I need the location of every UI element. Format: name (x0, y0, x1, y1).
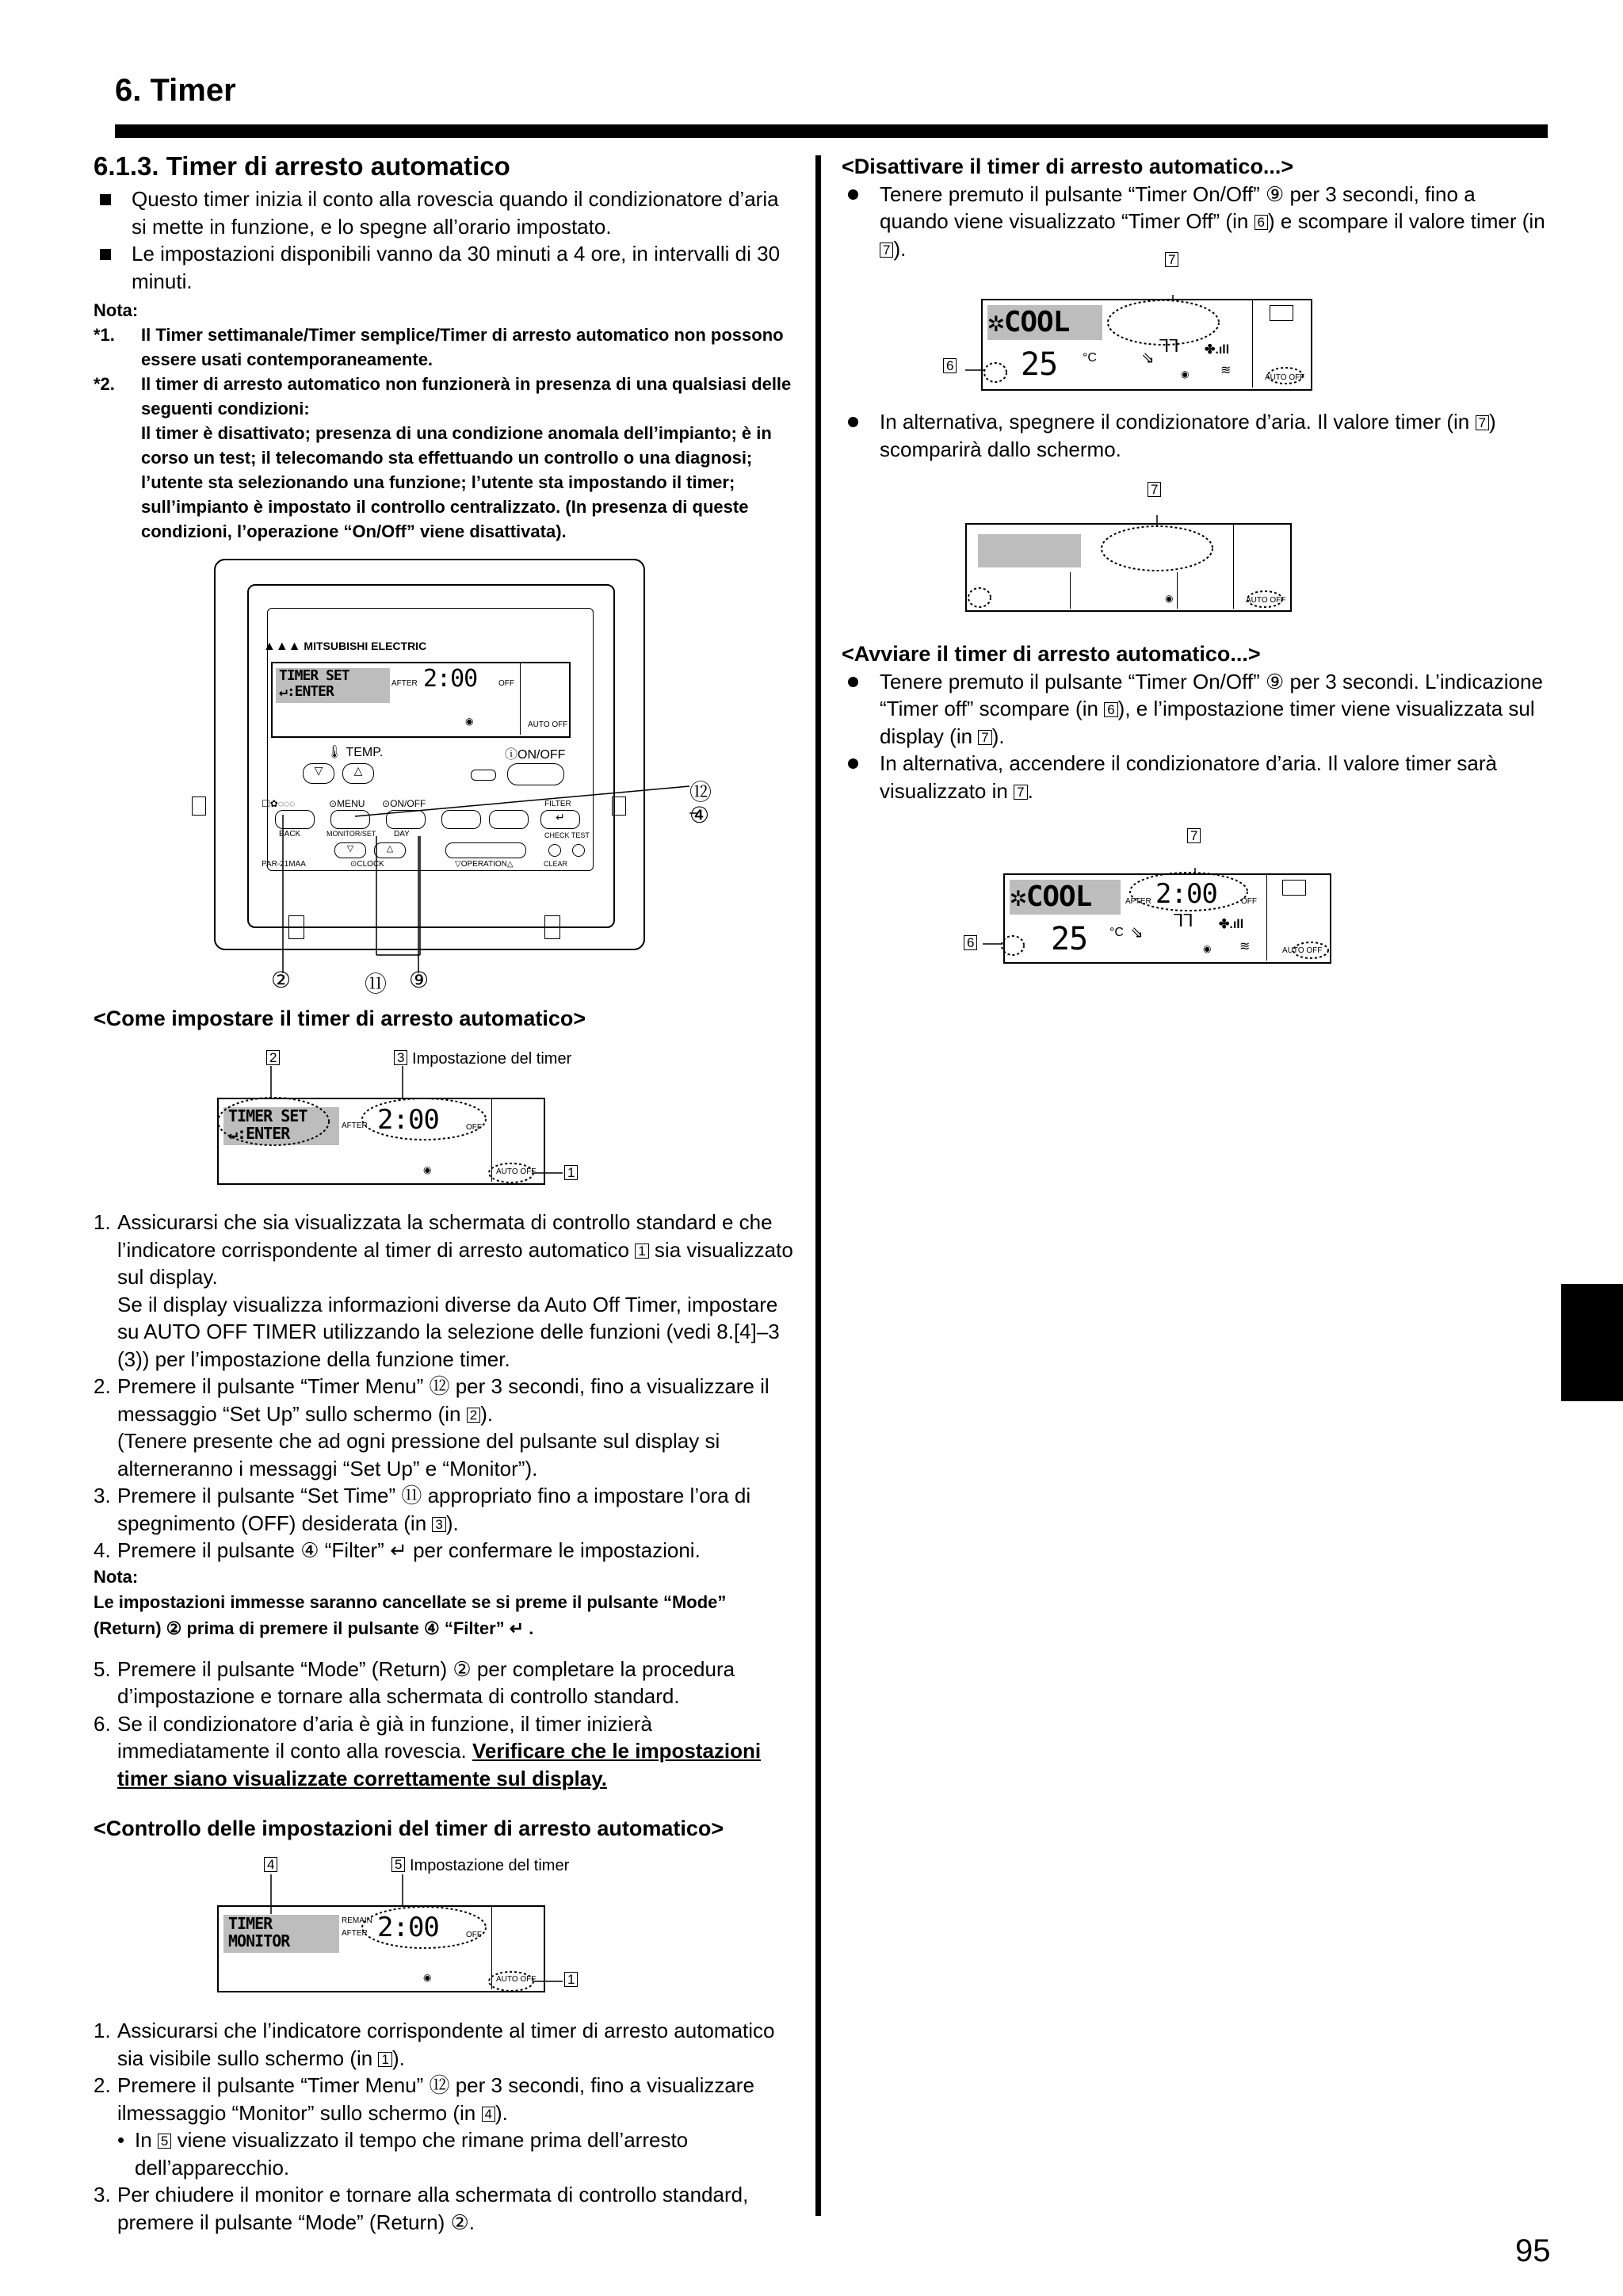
fig1-lcd: TIMER SET ↵:ENTER AFTER 2:00 OFF AUTO OFF ◉ (217, 1098, 545, 1185)
fig2-label-1: 1 (564, 1972, 578, 1989)
figA-label-7: 7 (1165, 252, 1178, 269)
disable-title: <Disattivare il timer di arresto automatico...> (842, 155, 1294, 178)
check-title: <Controllo delle impostazioni del timer di arresto automatico> (94, 1817, 724, 1840)
fig2-lcd: TIMER MONITOR REMAIN AFTER 2:00 OFF AUTO OFF ◉ (217, 1905, 545, 1992)
left-column (94, 151, 797, 544)
remote-callout-lines (182, 761, 737, 999)
start-title: <Avviare il timer di arresto automatico...> (842, 642, 1261, 666)
column-divider (815, 155, 821, 2216)
fig1-label-1: 1 (564, 1165, 578, 1182)
note-label: Nota: (94, 300, 139, 320)
step-item: 3. Per chiudere il monitor e tornare alla schermata di controllo standard, premere il pulsante “Mode” (Return) ②. (94, 2183, 749, 2234)
clock-label: ⊙CLOCK (350, 860, 384, 869)
step-item: 2. Premere il pulsante “Timer Menu” ⑫ per 3 secondi, fino a visualizzare il messaggio “Set Up” sullo schermo (in 2 ). (94, 1374, 769, 1426)
bullet-item: Tenere premuto il pulsante “Timer On/Off” ⑨ per 3 secondi, fino a quando viene visualizzato “Timer Off” (in 6 ) e scompare il valore timer (in 7 ). (842, 181, 1547, 263)
callout-9: ⑨ (409, 968, 430, 992)
page-title: 6. Timer (115, 73, 236, 108)
clear-label: CLEAR (544, 860, 568, 868)
temp-label: 🌡 TEMP. (327, 746, 384, 759)
step-item: • In 5 viene visualizzato il tempo che rimane prima dell’arresto dell’apparecchio. (117, 2128, 689, 2179)
step-item: (Tenere presente che ad ogni pressione del pulsante sul display si alterneranno i messaggi “Set Up” e “Monitor”). (117, 1429, 720, 1480)
brand-logo: ▲▲▲ MITSUBISHI ELECTRIC (263, 640, 427, 653)
callout-4: ④ (689, 803, 710, 827)
check-test-label: CHECK TEST (544, 831, 590, 839)
section-title: 6.1.3. Timer di arresto automatico (94, 151, 510, 181)
right-column-start (842, 640, 1547, 804)
bullet-item: In alternativa, spegnere il condizionatore d’aria. Il valore timer (in 7 ) scomparirà dallo schermo. (842, 408, 1547, 463)
step-item: 4. Premere il pulsante ④ “Filter” ↵ per confermare le impostazioni. (94, 1538, 701, 1562)
note-item: *1. Il Timer settimanale/Timer semplice/Timer di arresto automatico non possono essere usati contemporaneamente. (94, 325, 784, 369)
right-column-disable-2 (842, 408, 1547, 463)
figB-annotations (959, 515, 1323, 618)
onoff-label: ⓘON/OFF (505, 748, 566, 762)
bullet-item: Tenere premuto il pulsante “Timer On/Off” ⑨ per 3 secondi. L’indicazione “Timer off” scompare (in 6 ), e l’impostazione timer viene visualizzata sul display (in 7 ). (842, 668, 1547, 751)
chapter-tab (1561, 1284, 1623, 1401)
figC-lcd: ✲COOL AFTER 2:00 OFF 25 °C ⇘ ᒣᒣ ✤.ıll ≋ ◉ AUTO OFF (1003, 873, 1331, 964)
step-item: Se il display visualizza informazioni diverse da Auto Off Timer, impostare su AUTO OFF TIMER utilizzando la selezione delle funzioni (vedi 8.[4]–3 (3)) per l’impostazione della funzione timer. (117, 1292, 780, 1371)
operation-label: ▽OPERATION△ (455, 860, 514, 869)
figB-lcd: ◉ AUTO OFF (965, 523, 1292, 612)
note-detail: Il timer è disattivato; presenza di una condizione anomala dell’impianto; è in corso un test; il telecomando sta effettuando un controllo o una diagnosi; l’utente sta selezionando una funzione; l’utente sta impostando il timer; sull’impianto è impostato il controllo centralizzato. (In presenza di queste condizioni, l’operazione “On/Off” viene disattivata). (141, 423, 772, 541)
check-steps (94, 2017, 797, 2236)
fig1-annotations (214, 1062, 571, 1197)
fig1-caption: 3 Impostazione del timer (394, 1050, 571, 1068)
step-item: 1. Assicurarsi che l’indicatore corrispondente al timer di arresto automatico sia visibile sullo schermo (in 1 ). (94, 2019, 775, 2070)
figA-lcd: ✲COOL 25 °C ⇘ ᒣᒣ ✤.ıll ≋ ◉ AUTO OFF (981, 299, 1312, 391)
howto-steps (94, 1209, 797, 1792)
callout-11: ⑪ (365, 972, 388, 996)
timer-onoff-label: ⊙ON/OFF (382, 798, 426, 809)
page-number: 95 (1515, 2233, 1551, 2268)
fig2-label-4: 4 (264, 1857, 277, 1874)
figC-annotations (983, 868, 1347, 979)
mode-label: ☐✿◌◌◌ (262, 798, 296, 809)
figB-label-7: 7 (1148, 482, 1161, 499)
step-item: 5. Premere il pulsante “Mode” (Return) ② per completare la procedura d’impostazione e tornare alla schermata di controllo standard. (94, 1656, 735, 1708)
bullet-item: In alternativa, accendere il condizionatore d’aria. Il valore timer sarà visualizzato in 7 . (842, 750, 1547, 804)
figC-label-7: 7 (1187, 828, 1201, 846)
back-label: BACK (279, 830, 301, 839)
callout-12: ⑫ (689, 780, 712, 804)
figA-annotations (959, 295, 1323, 406)
note-item: *2. Il timer di arresto automatico non funzionerà in presenza di una qualsiasi delle seguenti condizioni: (94, 374, 792, 418)
remote-lcd: TIMER SET ↵:ENTER AFTER 2:00 OFF AUTO OFF ◉ (271, 662, 571, 738)
filter-button[interactable]: ↵ (540, 810, 580, 829)
right-column-disable (842, 153, 1547, 262)
callout-2: ② (271, 968, 292, 992)
note-text: Le impostazioni immesse saranno cancellate se si preme il pulsante “Mode” (Return) ② prima di premere il pulsante ④ “Filter” ↵ . (94, 1591, 727, 1638)
fig2-caption: 5 Impostazione del timer (391, 1857, 569, 1875)
header-rule (115, 124, 1548, 138)
bullet-item: Le impostazioni disponibili vanno da 30 minuti a 4 ore, in intervalli di 30 minuti. (94, 240, 797, 295)
day-label: DAY (394, 830, 410, 839)
model-label: PAR-21MAA (262, 860, 306, 869)
fig2-annotations (214, 1870, 571, 2005)
filter-label: FILTER (544, 800, 571, 808)
set-time-up-button[interactable]: △ (374, 842, 406, 858)
step-item: 2. Premere il pulsante “Timer Menu” ⑫ per 3 secondi, fino a visualizzare ilmessaggio “Monitor” sullo schermo (in 4 ). (94, 2073, 754, 2125)
monitor-set-label: MONITOR/SET (327, 830, 376, 838)
step-item: 1. Assicurarsi che sia visualizzata la schermata di controllo standard e che l’indicatore corrispondente al timer di arresto automatico 1 sia visualizzato sul display. (94, 1210, 793, 1289)
temp-up-button[interactable]: △ (342, 763, 374, 784)
temp-down-button[interactable]: ▽ (303, 763, 334, 784)
figA-label-6: 6 (943, 358, 957, 376)
howto-title: <Come impostare il timer di arresto automatico> (94, 1007, 586, 1030)
step-item: 6. Se il condizionatore d’aria è già in funzione, il timer inizierà immediatamente il conto alla rovescia. Verificare che le impostazioni timer siano visualizzate correttamente sul display. (94, 1711, 762, 1790)
note-label: Nota: (94, 1566, 139, 1587)
figC-label-6: 6 (964, 935, 977, 953)
step-item: 3. Premere il pulsante “Set Time” ⑪ appropriato fino a impostare l’ora di spegnimento (OFF) desiderata (in 3 ). (94, 1484, 751, 1535)
menu-label: ⊙MENU (329, 798, 365, 809)
set-time-down-button[interactable]: ▽ (334, 842, 366, 858)
bullet-item: Questo timer inizia il conto alla rovescia quando il condizionatore d’aria si mette in funzione, e lo spegne all’orario impostato. (94, 185, 797, 240)
fig1-label-2: 2 (266, 1050, 280, 1068)
